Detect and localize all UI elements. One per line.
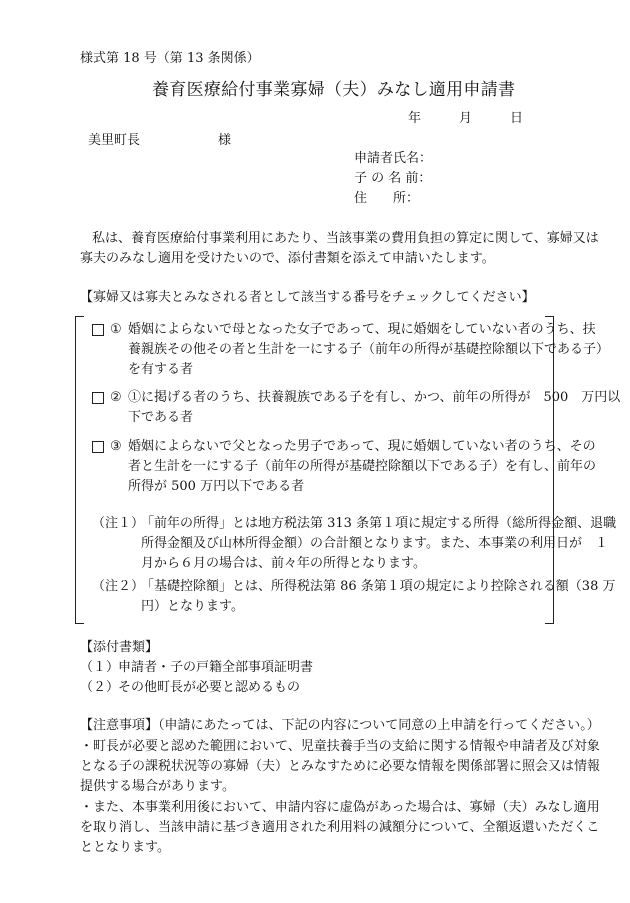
attachment-2-text: その他町長が必要と認めるもの	[118, 680, 301, 695]
address-label	[354, 192, 419, 205]
item-2-number: ②	[110, 390, 122, 405]
note-2-line-2: 円）となります。	[141, 599, 244, 614]
date-month-label: 月	[459, 111, 473, 126]
notice-p2-line-2: を取り消し、当該申請に基づき適用された利用料の減額分について、全額返還いただくこ	[80, 820, 600, 835]
check-section-header: 【寡婦又は寡夫とみなされる者として該当する番号をチェックしてください】	[80, 290, 535, 305]
body-line-2: 寡夫のみなし適用を受けたいので、添付書類を添えて申請いたします。	[80, 251, 495, 266]
item-1-line-2: 養親族その他その者と生計を一にする子（前年の所得が基礎控除額以下である子）	[128, 342, 610, 357]
item-1-line-1: 婚姻によらないで母となった女子であって、現に婚姻をしていない者のうち、扶	[128, 322, 596, 337]
notice-header: 【注意事項】	[80, 718, 159, 733]
notice-p2-line-3: ととなります。	[80, 840, 170, 855]
attachment-1-label: （１）	[80, 660, 120, 675]
note-2-label: （注２）	[92, 579, 145, 594]
date-year-label: 年	[408, 111, 422, 126]
checkbox-item-2[interactable]	[92, 392, 104, 404]
item-2-line-2: 下である者	[128, 410, 194, 425]
addressee	[88, 134, 231, 147]
addressee-honorific: 様	[218, 133, 232, 148]
date-line	[408, 112, 523, 125]
notice-header-text: （申請にあたっては、下記の内容について同意の上申請を行ってください。）	[158, 718, 600, 733]
notice-p1-line-3: 提供する場合があります。	[80, 779, 235, 794]
applicant-block	[354, 152, 554, 212]
attachments-header: 【添付書類】	[80, 640, 159, 655]
address-label-part2: 所：	[393, 191, 420, 206]
checkbox-item-1[interactable]	[92, 324, 104, 336]
attachment-2-label: （２）	[80, 680, 120, 695]
attachment-1-text: 申請者・子の戸籍全部事項証明書	[118, 660, 314, 675]
address-label-part1: 住	[354, 191, 368, 206]
item-1-line-3: を有する者	[128, 362, 194, 377]
date-day-label: 日	[510, 111, 524, 126]
form-number: 様式第 18 号（第 13 条関係）	[80, 51, 260, 66]
item-3-number: ③	[110, 439, 122, 454]
addressee-name: 美里町長	[88, 133, 141, 148]
document-title: 養育医療給付事業寡婦（夫）みなし適用申請書	[152, 80, 516, 100]
item-1-number: ①	[110, 322, 122, 337]
note-1-line-1: 「前年の所得」とは地方税法第 313 条第１項に規定する所得（総所得金額、退職	[141, 516, 617, 531]
body-line-1: 私は、養育医療給付事業利用にあたり、当該事業の費用負担の算定に関して、寡婦又は	[92, 231, 599, 246]
item-2-line-1: ①に掲げる者のうち、扶養親族である子を有し、かつ、前年の所得が 500 万円以	[128, 390, 621, 405]
child-name-label: 子 の 名 前：	[354, 171, 432, 186]
note-1-line-2: 所得金額及び山林所得金額）の合計額となります。また、本事業の利用日が １	[141, 536, 608, 551]
note-2-line-1: 「基礎控除額」とは、所得税法第 86 条第１項の規定により控除される額（38 万	[141, 579, 616, 594]
applicant-name-label: 申請者氏名：	[354, 151, 433, 166]
item-3-line-1: 婚姻によらないで父となった男子であって、現に婚姻していない者のうち、その	[128, 439, 596, 454]
notice-p2-line-1: ・また、本事業利用後において、申請内容に虚偽があった場合は、寡婦（夫）みなし適用	[80, 800, 600, 815]
item-3-line-3: 所得が 500 万円以下である者	[128, 479, 305, 494]
note-1-line-3: 月から６月の場合は、前々年の所得となります。	[141, 556, 426, 571]
checkbox-item-3[interactable]	[92, 441, 104, 453]
notice-p1-line-2: となる子の課税状況等の寡婦（夫）とみなすために必要な情報を関係部署に照会又は情報	[80, 759, 601, 774]
notice-p1-line-1: ・町長が必要と認めた範囲において、児童扶養手当の支給に関する情報や申請者及び対象	[80, 739, 600, 754]
bracket-left	[75, 316, 84, 624]
note-1-label: （注１）	[92, 516, 145, 531]
item-3-line-2: 者と生計を一にする子（前年の所得が基礎控除額以下である子）を有し、前年の	[128, 459, 597, 474]
notice-header-line	[80, 719, 600, 732]
